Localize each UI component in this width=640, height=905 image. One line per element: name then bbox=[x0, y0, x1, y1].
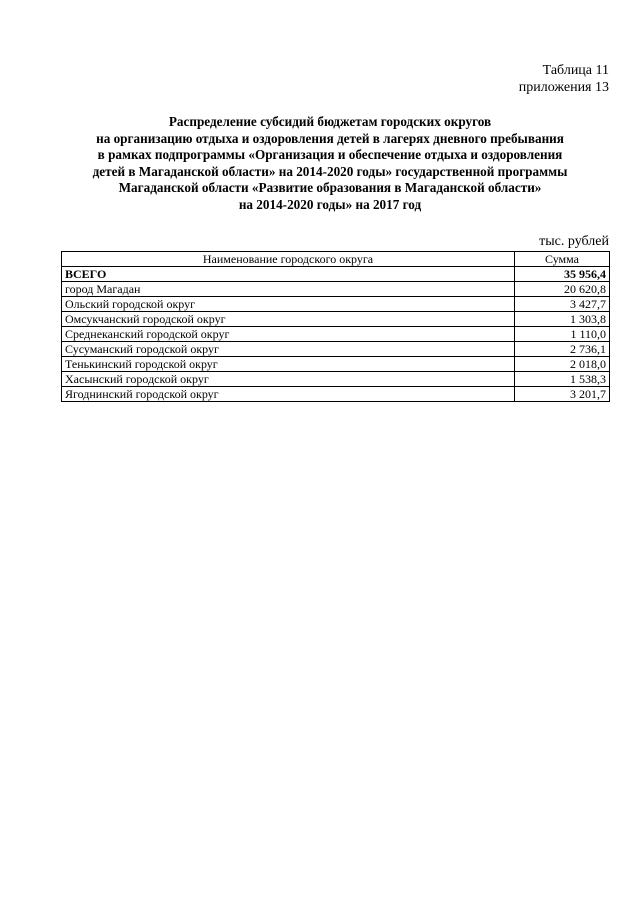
row-name: Ягоднинский городской округ bbox=[62, 387, 515, 402]
row-sum: 1 538,3 bbox=[515, 372, 610, 387]
title-line: в рамках подпрограммы «Организация и обеспечение отдыха и оздоровления bbox=[97, 147, 563, 163]
total-name: ВСЕГО bbox=[62, 267, 515, 282]
row-name: Сусуманский городской округ bbox=[62, 342, 515, 357]
table-row bbox=[62, 357, 610, 372]
units-label: тыс. рублей bbox=[539, 234, 609, 249]
table-row bbox=[62, 387, 610, 402]
row-sum: 1 303,8 bbox=[515, 312, 610, 327]
title-line: на 2014-2020 годы» на 2017 год bbox=[238, 196, 422, 212]
table-row bbox=[62, 372, 610, 387]
title-line: Магаданской области «Развитие образования в Магаданской области» bbox=[118, 180, 542, 196]
annex-appendix-number: приложения 13 bbox=[518, 80, 609, 95]
row-sum: 2 018,0 bbox=[515, 357, 610, 372]
table-row bbox=[62, 282, 610, 297]
header-name: Наименование городского округа bbox=[62, 252, 515, 267]
total-sum: 35 956,4 bbox=[515, 267, 610, 282]
table-row bbox=[62, 312, 610, 327]
header-sum: Сумма bbox=[515, 252, 610, 267]
annex-reference bbox=[519, 62, 609, 96]
row-sum: 3 427,7 bbox=[515, 297, 610, 312]
title-line: детей в Магаданской области» на 2014-2020 годы» государственной программы bbox=[92, 163, 568, 179]
row-name: город Магадан bbox=[62, 282, 515, 297]
table-row bbox=[62, 297, 610, 312]
row-name: Хасынский городской округ bbox=[62, 372, 515, 387]
row-sum: 3 201,7 bbox=[515, 387, 610, 402]
row-sum: 20 620,8 bbox=[515, 282, 610, 297]
table-header-row bbox=[62, 252, 610, 267]
table-row bbox=[62, 342, 610, 357]
row-sum: 1 110,0 bbox=[515, 327, 610, 342]
table-total-row bbox=[62, 267, 610, 282]
annex-table-number: Таблица 11 bbox=[542, 63, 609, 78]
title-line: Распределение субсидий бюджетам городских округов bbox=[168, 114, 492, 129]
subsidy-table bbox=[61, 251, 610, 402]
row-name: Среднеканский городской округ bbox=[62, 327, 515, 342]
table-row bbox=[62, 327, 610, 342]
row-name: Ольский городской округ bbox=[62, 297, 515, 312]
title-line: на организацию отдыха и оздоровления детей в лагерях дневного пребывания bbox=[96, 130, 564, 146]
document-title bbox=[50, 114, 610, 214]
row-name: Омсукчанский городской округ bbox=[62, 312, 515, 327]
row-sum: 2 736,1 bbox=[515, 342, 610, 357]
row-name: Тенькинский городской округ bbox=[62, 357, 515, 372]
